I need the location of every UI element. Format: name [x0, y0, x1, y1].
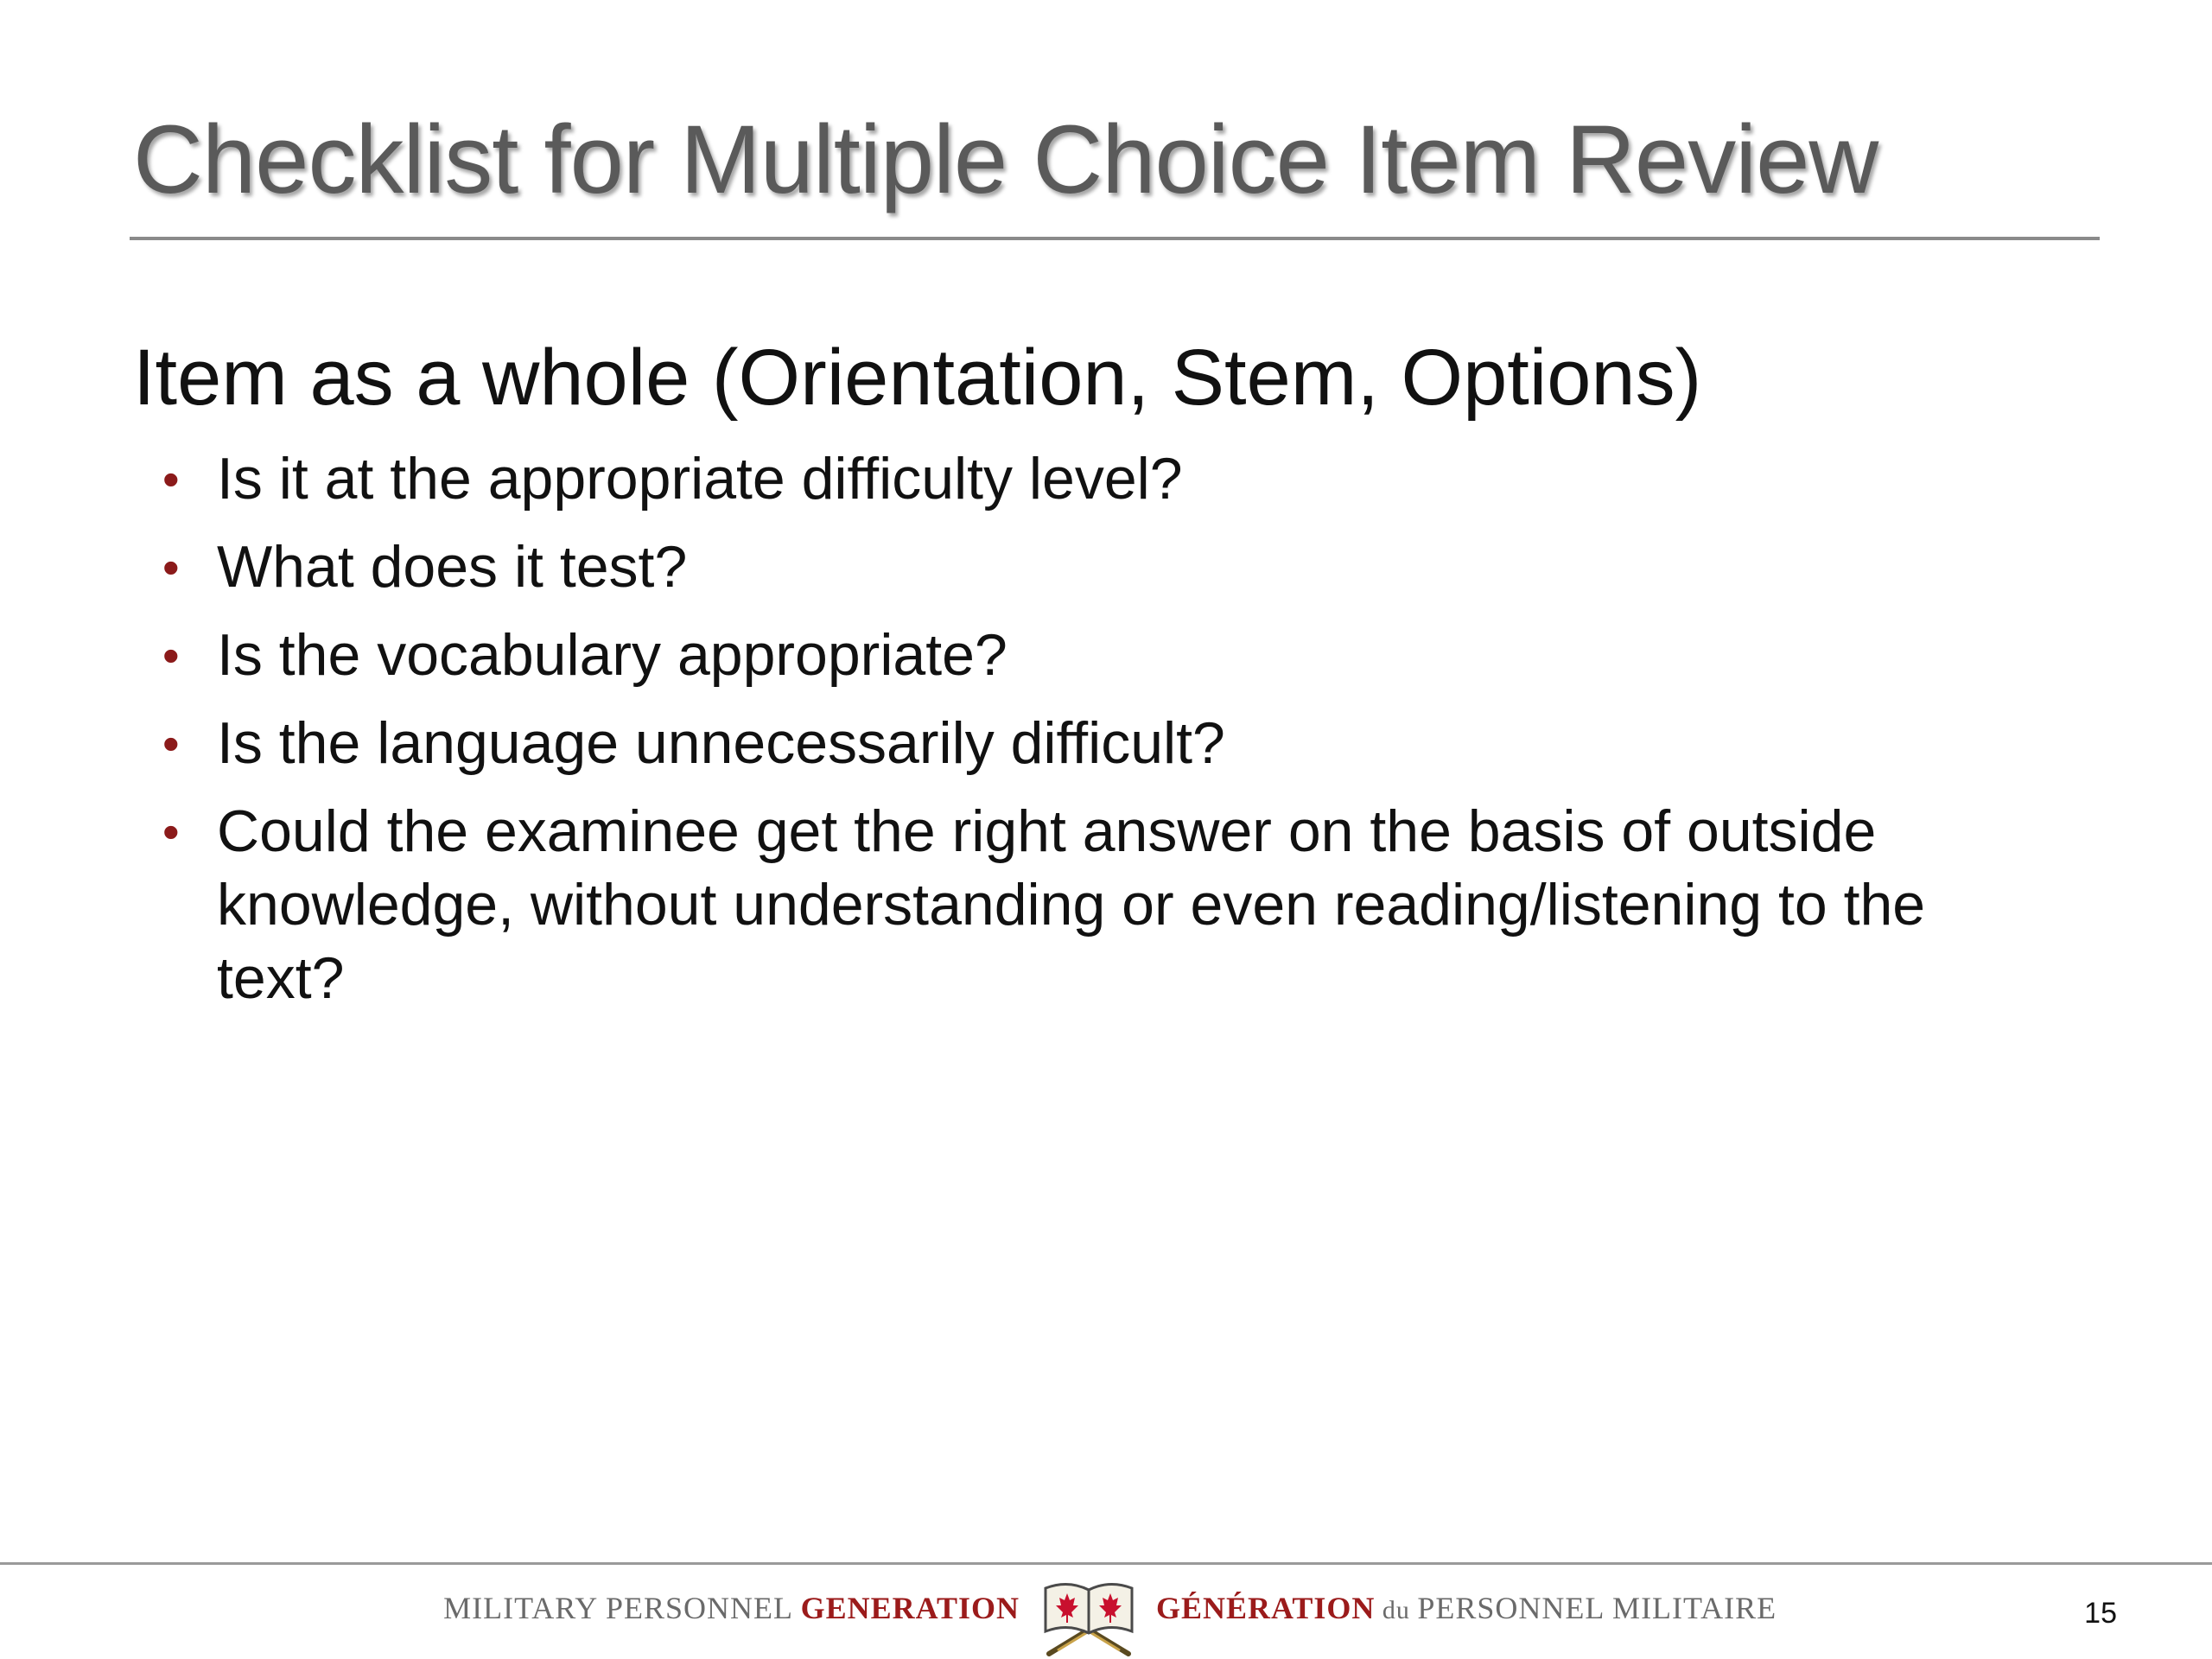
- title-divider: [130, 237, 2100, 240]
- bullet-text: Is the language unnecessarily difficult?: [217, 710, 1225, 776]
- bullet-item: [160, 442, 2009, 516]
- bullet-text: Could the examinee get the right answer on the basis of outside knowledge, without understanding or even reading/listening to the text?: [217, 798, 1926, 1011]
- page-number: 15: [2084, 1597, 2117, 1630]
- bullet-text: What does it test?: [217, 534, 688, 600]
- bullet-text: Is it at the appropriate difficulty level?: [217, 446, 1183, 512]
- footer-english-prefix: MILITARY PERSONNEL: [443, 1591, 801, 1625]
- bullet-item: [160, 795, 2009, 1015]
- bullet-dot-icon: •: [162, 540, 180, 594]
- section-heading: Item as a whole (Orientation, Stem, Options): [133, 334, 1702, 422]
- bullet-item: [160, 707, 2009, 780]
- footer: [0, 1571, 2212, 1659]
- footer-english-generation: GENERATION: [800, 1591, 1020, 1625]
- footer-divider: [0, 1562, 2212, 1565]
- bullet-item: [160, 531, 2009, 604]
- bullet-dot-icon: •: [162, 628, 180, 683]
- bullet-dot-icon: •: [162, 452, 180, 506]
- footer-english-name: [443, 1590, 1020, 1626]
- bullet-text: Is the vocabulary appropriate?: [217, 622, 1007, 688]
- footer-french-du: du: [1375, 1596, 1418, 1624]
- footer-french-suffix: PERSONNEL MILITAIRE: [1417, 1591, 1777, 1625]
- slide-title: Checklist for Multiple Choice Item Review: [133, 105, 1878, 213]
- footer-french-generation: GÉNÉRATION: [1156, 1591, 1376, 1625]
- bullet-dot-icon: •: [162, 804, 180, 859]
- footer-french-name: [1156, 1590, 1777, 1626]
- maple-leaf-book-emblem-icon: [1033, 1571, 1144, 1659]
- bullet-list: [160, 442, 2009, 1030]
- bullet-dot-icon: •: [162, 716, 180, 771]
- bullet-item: [160, 619, 2009, 692]
